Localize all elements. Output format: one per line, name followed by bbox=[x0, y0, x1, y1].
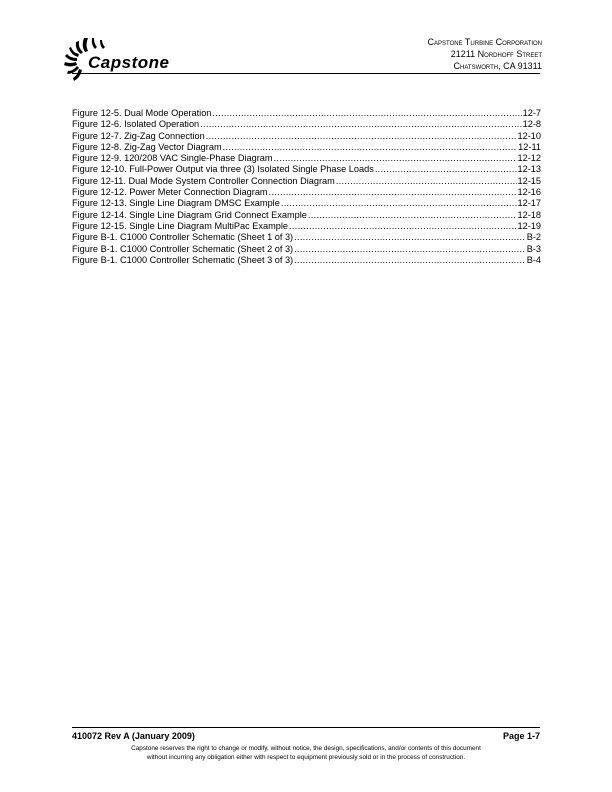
disclaimer-line: without incurring any obligation either with respect to equipment previously sold or in the process of construction. bbox=[146, 754, 466, 761]
toc-entry-page: B-2 bbox=[526, 232, 541, 243]
toc-entry-label: Figure B-1. C1000 Controller Schematic (Sheet 2 of 3) bbox=[72, 243, 294, 254]
dot-leader bbox=[212, 108, 521, 119]
dot-leader bbox=[289, 221, 516, 232]
toc-entry[interactable] bbox=[72, 176, 541, 187]
toc-entry-page: 12-17 bbox=[517, 198, 541, 209]
page-number: Page 1-7 bbox=[502, 731, 540, 741]
toc-entry-label: Figure 12-7. Zig-Zag Connection bbox=[72, 130, 205, 141]
dot-leader bbox=[274, 153, 517, 164]
toc-entry-label: Figure B-1. C1000 Controller Schematic (Sheet 3 of 3) bbox=[72, 254, 294, 265]
header-rule bbox=[72, 73, 540, 74]
toc-entry[interactable] bbox=[72, 198, 541, 209]
company-address bbox=[428, 36, 542, 72]
toc-entry-page: 12-15 bbox=[517, 175, 541, 186]
toc-entry[interactable] bbox=[72, 119, 541, 130]
dot-leader bbox=[294, 232, 526, 243]
toc-entry-page: 12-16 bbox=[517, 187, 541, 198]
toc-entry[interactable] bbox=[72, 108, 541, 119]
toc-entry-page: 12-11 bbox=[518, 141, 541, 152]
dot-leader bbox=[206, 131, 517, 142]
dot-leader bbox=[375, 164, 517, 175]
toc-entry-label: Figure 12-12. Power Meter Connection Diagram bbox=[72, 187, 268, 198]
toc-entry[interactable] bbox=[72, 210, 541, 221]
toc-entry-page: 12-18 bbox=[517, 209, 541, 220]
dot-leader bbox=[223, 142, 518, 153]
toc-entry-label: Figure 12-10. Full-Power Output via three (3) Isolated Single Phase Loads bbox=[72, 164, 374, 175]
disclaimer-line: Capstone reserves the right to change or modify, without notice, the design, specifications, and/or contents of this document bbox=[131, 745, 481, 752]
street-address: 21211 Nordhoff Street bbox=[450, 49, 542, 59]
toc-entry-page: B-3 bbox=[526, 243, 541, 254]
dot-leader bbox=[269, 187, 517, 198]
toc-entry-page: B-4 bbox=[526, 254, 541, 265]
dot-leader bbox=[294, 255, 526, 266]
toc-entry-label: Figure 12-13. Single Line Diagram DMSC Example bbox=[72, 198, 280, 209]
toc-entry-page: 12-10 bbox=[517, 130, 541, 141]
toc-entry-label: Figure 12-14. Single Line Diagram Grid Connect Example bbox=[72, 209, 307, 220]
footer-rule bbox=[72, 727, 540, 728]
figure-list bbox=[72, 108, 541, 266]
toc-entry[interactable] bbox=[72, 221, 541, 232]
toc-entry-label: Figure B-1. C1000 Controller Schematic (Sheet 1 of 3) bbox=[72, 232, 294, 243]
logo-wordmark: Capstone bbox=[88, 53, 170, 72]
dot-leader bbox=[336, 176, 517, 187]
toc-entry-label: Figure 12-5. Dual Mode Operation bbox=[72, 108, 212, 118]
toc-entry[interactable] bbox=[72, 153, 541, 164]
toc-entry-page: 12-19 bbox=[517, 220, 541, 231]
toc-entry[interactable] bbox=[72, 142, 541, 153]
city-address: Chatsworth, CA 91311 bbox=[453, 61, 542, 71]
dot-leader bbox=[294, 244, 526, 255]
toc-entry-page: 12-12 bbox=[517, 153, 541, 164]
dot-leader bbox=[308, 210, 517, 221]
toc-entry-page: 12-8 bbox=[522, 119, 541, 130]
toc-entry[interactable] bbox=[72, 164, 541, 175]
toc-entry[interactable] bbox=[72, 244, 541, 255]
disclaimer bbox=[72, 744, 540, 762]
toc-entry-label: Figure 12-6. Isolated Operation bbox=[72, 119, 200, 130]
dot-leader bbox=[281, 198, 517, 209]
toc-entry[interactable] bbox=[72, 232, 541, 243]
toc-entry[interactable] bbox=[72, 187, 541, 198]
toc-entry[interactable] bbox=[72, 131, 541, 142]
toc-entry-label: Figure 12-8. Zig-Zag Vector Diagram bbox=[72, 141, 222, 152]
toc-entry-page: 12-7 bbox=[522, 108, 541, 118]
toc-entry-label: Figure 12-15. Single Line Diagram MultiPac Example bbox=[72, 220, 289, 231]
toc-entry-page: 12-13 bbox=[517, 164, 541, 175]
dot-leader bbox=[200, 119, 521, 130]
company-name: Capstone Turbine Corporation bbox=[427, 37, 542, 47]
capstone-logo bbox=[62, 34, 202, 86]
toc-entry-label: Figure 12-9. 120/208 VAC Single-Phase Diagram bbox=[72, 153, 273, 164]
document-id: 410072 Rev A (January 2009) bbox=[72, 731, 195, 741]
toc-entry-label: Figure 12-11. Dual Mode System Controller Connection Diagram bbox=[72, 175, 335, 186]
toc-entry[interactable] bbox=[72, 255, 541, 266]
